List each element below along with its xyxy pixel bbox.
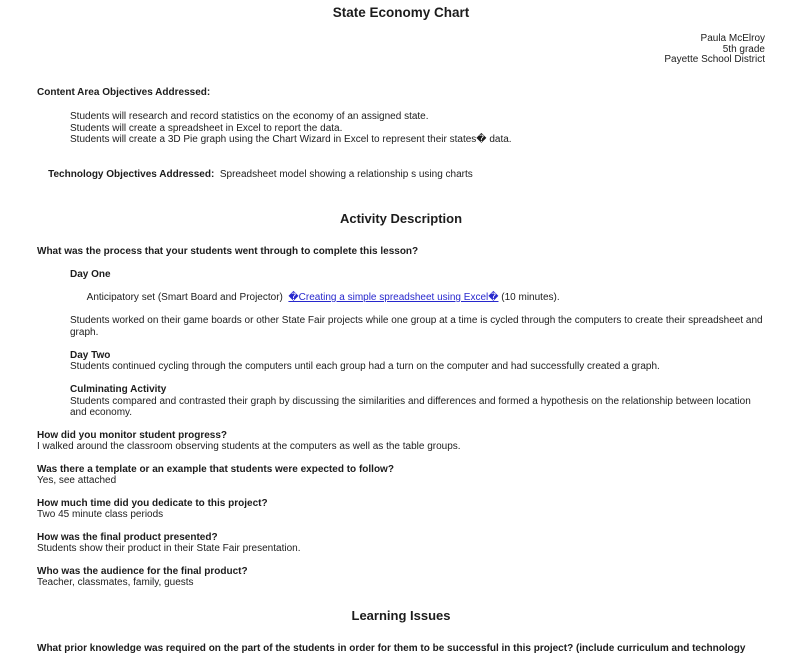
culminating-activity-section — [70, 384, 765, 419]
objective-item: Students will create a spreadsheet in Excel to report the data. — [70, 123, 765, 135]
day-one-section — [70, 269, 765, 338]
qa-question: How was the final product presented? — [37, 532, 765, 544]
objective-item: Students will create a 3D Pie graph using the Chart Wizard in Excel to represent their states� data. — [70, 134, 765, 146]
author-district: Payette School District — [37, 55, 765, 66]
technology-objectives-row — [37, 158, 765, 193]
activity-description-heading: Activity Description — [37, 211, 765, 227]
qa-question: Was there a template or an example that students were expected to follow? — [37, 464, 765, 476]
process-question: What was the process that your students went through to complete this lesson? — [37, 246, 765, 258]
qa-answer: Yes, see attached — [37, 475, 765, 487]
learning-issues-heading: Learning Issues — [37, 608, 765, 624]
qa-question: How did you monitor student progress? — [37, 430, 765, 442]
day-one-body: Students worked on their game boards or other State Fair projects while one group at a time is cycled through the computers to create their spreadsheet and graph. — [70, 315, 765, 338]
objective-item: Students will research and record statistics on the economy of an assigned state. — [70, 111, 765, 123]
content-objectives-label: Content Area Objectives Addressed: — [37, 87, 765, 99]
day-two-section — [70, 350, 765, 373]
qa-question: Who was the audience for the final product? — [37, 566, 765, 578]
qa-answer: Two 45 minute class periods — [37, 509, 765, 521]
page-title: State Economy Chart — [37, 5, 765, 21]
technology-objectives-label: Technology Objectives Addressed: — [48, 169, 214, 180]
author-byline — [37, 34, 765, 66]
author-name: Paula McElroy — [37, 34, 765, 45]
duration-text: (10 minutes). — [498, 292, 559, 303]
qa-final-product-presented — [37, 532, 765, 555]
qa-monitor-progress — [37, 430, 765, 453]
culminating-activity-body: Students compared and contrasted their graph by discussing the similarities and differences and formed a hypothesis on the relationship between location and economy. — [70, 396, 765, 419]
qa-answer: Students show their product in their State Fair presentation. — [37, 543, 765, 555]
qa-audience — [37, 566, 765, 589]
culminating-activity-title: Culminating Activity — [70, 384, 765, 396]
qa-time-dedicated — [37, 498, 765, 521]
qa-question: How much time did you dedicate to this project? — [37, 498, 765, 510]
qa-template-example — [37, 464, 765, 487]
content-objectives-list — [70, 111, 765, 146]
prior-knowledge-question: What prior knowledge was required on the part of the students in order for them to be successful in this project? (include curriculum and technology — [37, 643, 765, 654]
day-one-anticipatory-line — [70, 281, 765, 316]
day-two-title: Day Two — [70, 350, 765, 362]
technology-objectives-text: Spreadsheet model showing a relationship s using charts — [214, 169, 472, 180]
day-two-body: Students continued cycling through the computers until each group had a turn on the computer and had successfully created a graph. — [70, 361, 765, 373]
excel-tutorial-link[interactable]: �Creating a simple spreadsheet using Excel� — [288, 292, 498, 303]
qa-answer: Teacher, classmates, family, guests — [37, 577, 765, 589]
qa-answer: I walked around the classroom observing students at the computers as well as the table groups. — [37, 441, 765, 453]
anticipatory-set-text: Anticipatory set (Smart Board and Projector) — [87, 292, 289, 303]
author-grade: 5th grade — [37, 45, 765, 56]
day-one-title: Day One — [70, 269, 765, 281]
